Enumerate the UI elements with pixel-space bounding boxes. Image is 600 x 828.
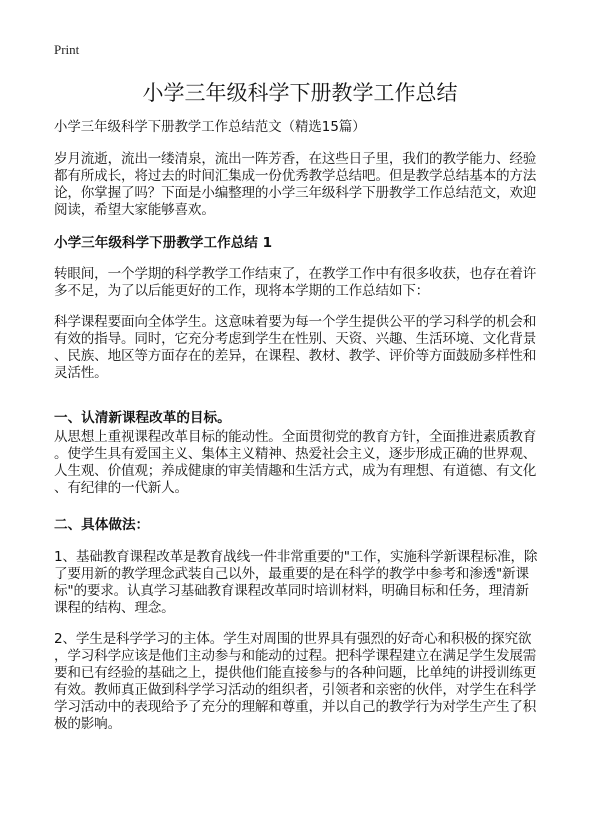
paragraph-4 [54, 549, 537, 617]
text-line: 学习活动中的表现给予了充分的理解和尊重，并以自己的教学行为对学生产生了积 [54, 699, 537, 715]
text-line: 、民族、地区等方面存在的差异，在课程、教材、教学、评价等方面鼓励多样性和 [54, 348, 537, 364]
text-line: 、有纪律的一代新人。 [54, 480, 188, 496]
text-line: 多不足，为了以后能更好的工作，现将本学期的工作总结如下： [54, 283, 430, 299]
page-title: 小学三年级科学下册教学工作总结 [142, 81, 458, 105]
text-line: 人生观、价值观；养成健康的审美情趣和生活方式，成为有理想、有道德、有文化 [54, 463, 537, 479]
text-line: 2、学生是科学学习的主体。学生对周围的世界具有强烈的好奇心和积极的探究欲 [54, 631, 532, 647]
heading-2: 二、具体做法： [54, 517, 150, 533]
text-line: 灵活性。 [54, 365, 108, 381]
text-line: 了要用新的教学理念武装自己以外，最重要的是在科学的教学中参考和渗透"新课 [54, 566, 529, 582]
print-link[interactable]: Print [54, 42, 80, 57]
text-line: 阅读，希望大家能够喜欢。 [54, 202, 215, 218]
text-line: 有效的指导。同时，它充分考虑到学生在性别、天资、兴趣、生活环境、文化背景 [54, 331, 537, 347]
paragraph-1 [54, 266, 536, 300]
paragraph-2 [54, 314, 536, 382]
text-line: 科学课程要面向全体学生。这意味着要为每一个学生提供公平的学习科学的机会和 [54, 314, 537, 330]
text-line: 要和已有经验的基础之上，提供他们能直接参与的各种问题，比单纯的讲授训练更 [54, 665, 537, 681]
text-line: 标"的要求。认真学习基础教育课程改革同时培训材料，明确目标和任务，理清新 [54, 583, 529, 599]
text-line: 转眼间，一个学期的科学教学工作结束了，在教学工作中有很多收获，也存在着许 [54, 266, 537, 282]
intro-paragraph [54, 151, 536, 219]
text-line: 有效。教师真正做到科学学习活动的组织者，引领者和亲密的伙伴，对学生在科学 [54, 682, 537, 698]
text-line: 课程的结构、理念。 [54, 600, 175, 616]
paragraph-3 [54, 429, 536, 497]
section-title: 小学三年级科学下册教学工作总结 1 [54, 235, 273, 251]
text-line: 岁月流逝，流出一缕清泉，流出一阵芳香，在这些日子里，我们的教学能力、经验 [54, 151, 537, 167]
text-line: 1、基础教育课程改革是教育战线一件非常重要的"工作，实施科学新课程标准，除 [54, 549, 538, 565]
subtitle: 小学三年级科学下册教学工作总结范文（精选15篇） [54, 120, 366, 135]
heading-1: 一、认清新课程改革的目标。 [54, 410, 231, 426]
paragraph-5 [54, 631, 536, 733]
text-line: 极的影响。 [54, 716, 121, 732]
text-line: 从思想上重视课程改革目标的能动性。全面贯彻党的教育方针，全面推进素质教育 [54, 429, 537, 445]
text-line: 。使学生具有爱国主义、集体主义精神、热爱社会主义，逐步形成正确的世界观、 [54, 446, 537, 462]
text-line: 论，你掌握了吗？下面是小编整理的小学三年级科学下册教学工作总结范文，欢迎 [54, 185, 537, 201]
text-line: ，学习科学应该是他们主动参与和能动的过程。把科学课程建立在满足学生发展需 [54, 648, 537, 664]
text-line: 都有所成长，将过去的时间汇集成一份优秀教学总结吧。但是教学总结基本的方法 [54, 168, 537, 184]
